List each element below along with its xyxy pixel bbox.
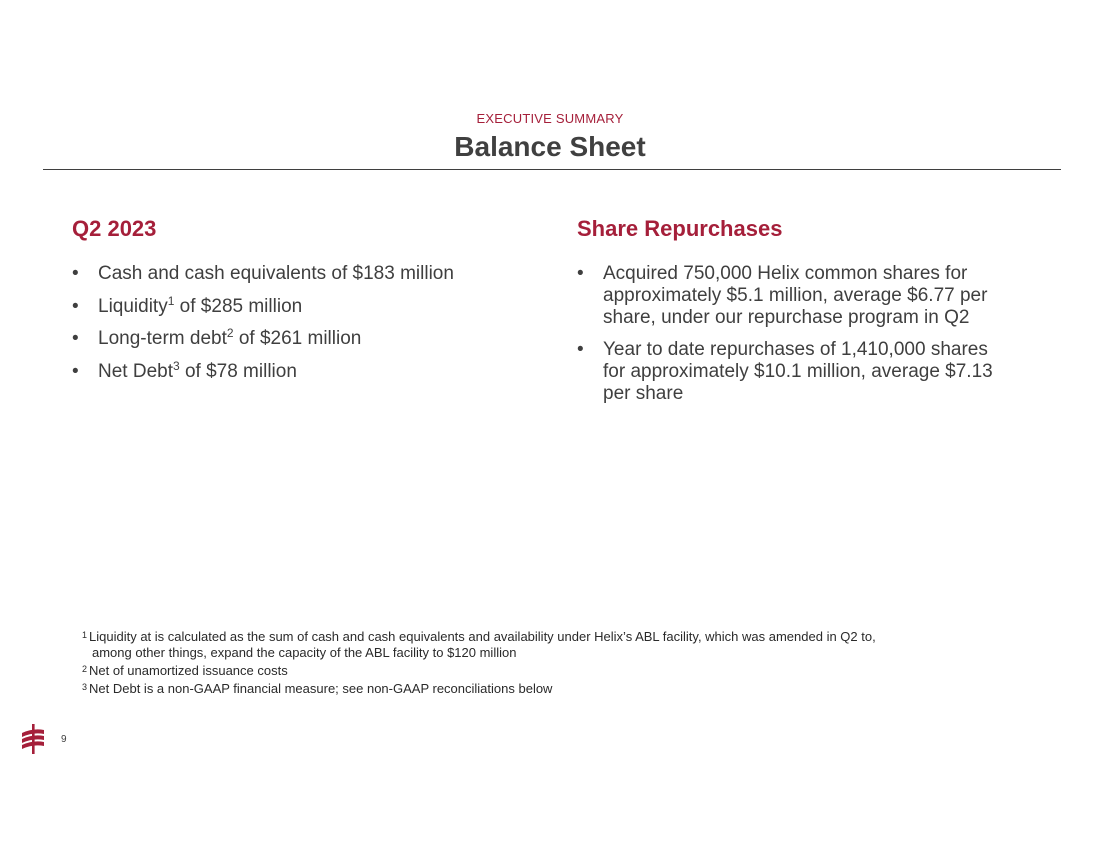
list-item bbox=[72, 358, 522, 383]
repurchase-bullet-list bbox=[577, 263, 1047, 405]
footnote-text: among other things, expand the capacity of the ABL facility to $120 million bbox=[92, 645, 517, 660]
page-title: Balance Sheet bbox=[454, 131, 646, 162]
share-repurchases-column bbox=[577, 214, 1047, 415]
footnote-number: 1 bbox=[82, 630, 88, 640]
header-divider bbox=[43, 169, 1061, 170]
bullet-line: approximately $5.1 million, average $6.77 per bbox=[603, 285, 988, 306]
footnote-3 bbox=[82, 679, 1042, 697]
footnote-number: 2 bbox=[82, 664, 88, 674]
q2-summary-column bbox=[72, 214, 522, 393]
footnote-text: Net of unamortized issuance costs bbox=[89, 663, 288, 678]
bullet-text: Net Debt bbox=[98, 360, 173, 382]
footnote-1 bbox=[82, 627, 1042, 661]
page-number: 9 bbox=[61, 734, 67, 745]
footnote-number: 3 bbox=[82, 682, 88, 692]
bullet-icon: • bbox=[72, 263, 79, 284]
bullet-text: Liquidity bbox=[98, 295, 168, 317]
bullet-icon: • bbox=[72, 328, 79, 349]
bullet-line: for approximately $10.1 million, average $7.13 bbox=[603, 361, 993, 382]
list-item bbox=[577, 339, 1047, 405]
helix-logo-icon bbox=[20, 724, 46, 754]
footnote-2 bbox=[82, 661, 1042, 679]
share-repurchases-heading: Share Repurchases bbox=[577, 216, 783, 241]
bullet-icon: • bbox=[577, 263, 584, 284]
bullet-line: per share bbox=[603, 383, 684, 404]
list-item bbox=[577, 263, 1047, 329]
bullet-line: Acquired 750,000 Helix common shares for bbox=[603, 263, 968, 284]
bullet-text: of $285 million bbox=[174, 295, 303, 317]
bullet-text: of $78 million bbox=[179, 360, 297, 382]
list-item bbox=[72, 328, 522, 350]
bullet-text: of $261 million bbox=[233, 328, 362, 349]
bullet-line: share, under our repurchase program in Q2 bbox=[603, 307, 970, 328]
helix-logo-icon bbox=[20, 724, 46, 754]
footnotes bbox=[82, 627, 1042, 697]
footnote-ref: 3 bbox=[172, 358, 180, 373]
bullet-icon: • bbox=[72, 360, 79, 382]
bullet-text: Cash and cash equivalents of $183 million bbox=[98, 263, 454, 284]
footnote-text: Liquidity at is calculated as the sum of cash and cash equivalents and availability under Helix’s ABL facility, which was amended in Q2 to, bbox=[89, 629, 876, 644]
q2-bullet-list bbox=[72, 263, 522, 383]
list-item bbox=[72, 263, 522, 285]
bullet-icon: • bbox=[72, 295, 79, 317]
bullet-line: Year to date repurchases of 1,410,000 shares bbox=[603, 339, 988, 360]
footnote-ref: 1 bbox=[167, 293, 175, 308]
bullet-icon: • bbox=[577, 339, 584, 360]
footnote-text: Net Debt is a non-GAAP financial measure; see non-GAAP reconciliations below bbox=[89, 681, 553, 696]
section-eyebrow: EXECUTIVE SUMMARY bbox=[476, 111, 624, 126]
bullet-text: Long-term debt bbox=[98, 328, 227, 349]
q2-heading: Q2 2023 bbox=[72, 216, 157, 241]
list-item bbox=[72, 293, 522, 318]
footnote-ref: 2 bbox=[226, 326, 234, 340]
